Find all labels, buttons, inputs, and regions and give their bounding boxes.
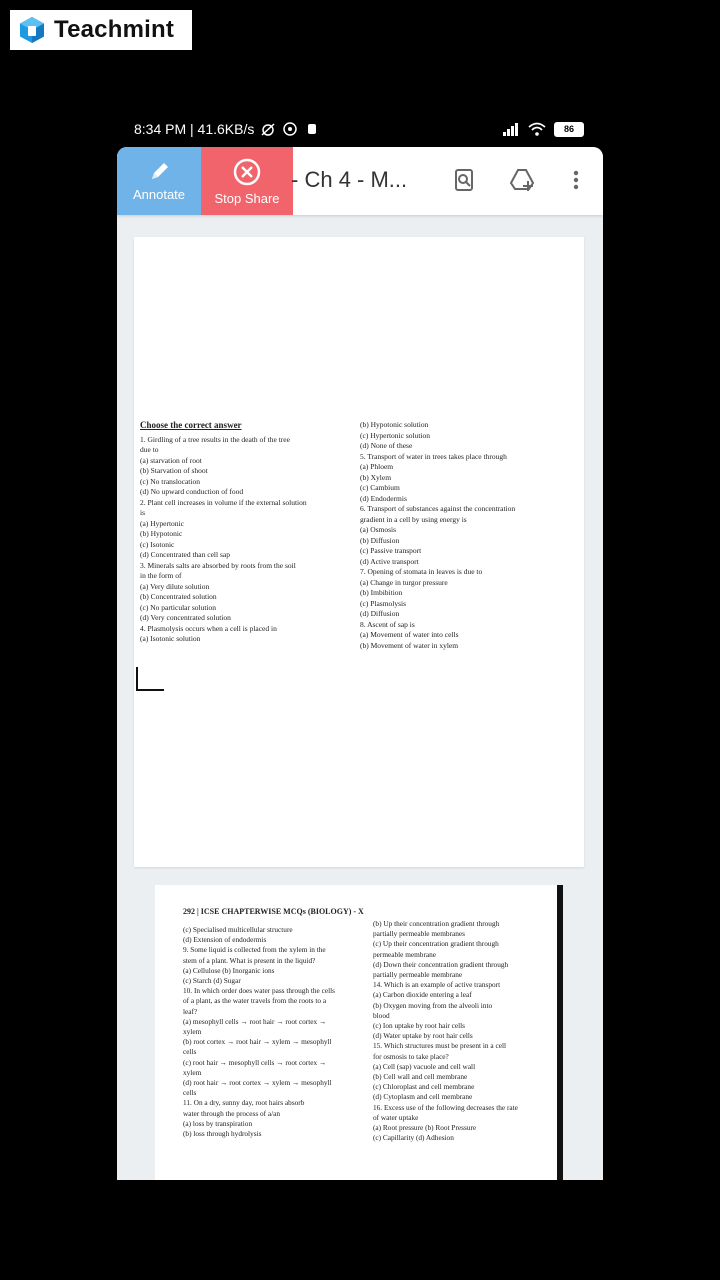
page2-right-lines <box>373 919 553 1143</box>
text-line: (c) Hypertonic solution <box>360 430 430 440</box>
text-line: (d) Extension of endodermis <box>183 935 267 945</box>
annotate-button[interactable] <box>117 147 201 215</box>
phone-screen <box>117 147 603 1180</box>
text-line: 2. Plant cell increases in volume if the external solution <box>140 497 307 507</box>
text-line: (b) Diffusion <box>360 535 400 545</box>
text-line: 16. Excess use of the following decreases the rate <box>373 1102 518 1112</box>
battery-indicator: 86 <box>554 122 584 137</box>
text-line: xylem <box>183 1027 202 1037</box>
text-line: (d) Endodermis <box>360 493 407 503</box>
document-title-text: Ch 4 - M... <box>304 167 408 192</box>
page2-header: 292 | ICSE CHAPTERWISE MCQs (BIOLOGY) - X <box>183 907 364 916</box>
text-line: (c) Cambium <box>360 483 400 492</box>
text-line: (c) No particular solution <box>140 602 217 612</box>
text-line: (d) No upward conduction of food <box>140 487 244 496</box>
text-line: (d) Down their concentration gradient through <box>373 959 509 969</box>
text-line: (a) Hypertonic <box>140 518 184 528</box>
text-line: (b) Xylem <box>360 472 392 482</box>
status-time-speed: 8:34 PM | 41.6KB/s <box>134 121 255 137</box>
text-line: (a) Carbon dioxide entering a leaf <box>373 990 472 1000</box>
text-line: (c) Specialised multicellular structure <box>183 925 293 934</box>
whatsapp-icon <box>282 122 298 136</box>
document-page-2 <box>155 885 563 1180</box>
document-title <box>291 167 407 193</box>
text-line: 3. Minerals salts are absorbed by roots from the soil <box>140 560 296 570</box>
text-line: is <box>140 508 146 517</box>
search-document-icon[interactable] <box>451 167 477 193</box>
text-line: 9. Some liquid is collected from the xylem in the <box>183 945 326 955</box>
text-line: 5. Transport of water in trees takes place through <box>360 451 507 461</box>
text-line: (a) Very dilute solution <box>140 581 210 591</box>
text-line: (d) Water uptake by root hair cells <box>373 1031 473 1041</box>
teachmint-watermark <box>10 10 192 50</box>
text-line: (c) Passive transport <box>360 546 422 555</box>
text-line: stem of a plant. What is present in the liquid? <box>183 955 316 965</box>
text-line: (c) root hair → mesophyll cells → root cortex → <box>183 1057 327 1067</box>
signal-icon <box>502 122 520 136</box>
page2-left-column <box>183 925 368 1139</box>
drive-add-icon[interactable] <box>509 167 535 193</box>
page1-heading: Choose the correct answer <box>140 420 242 430</box>
text-line: 4. Plasmolysis occurs when a cell is placed in <box>140 623 277 633</box>
wifi-icon <box>528 122 546 136</box>
page1-right-column <box>360 420 574 651</box>
text-line: (a) Osmosis <box>360 525 397 534</box>
text-line: (d) Cytoplasm and cell membrane <box>373 1092 473 1102</box>
stop-share-button[interactable] <box>201 147 293 215</box>
teachmint-cube-icon <box>18 16 46 44</box>
text-line: gradient in a cell by using energy is <box>360 514 467 524</box>
text-line: (a) Change in turgor pressure <box>360 577 448 587</box>
text-line: water through the process of a/an <box>183 1108 281 1118</box>
stop-share-label: Stop Share <box>214 190 280 206</box>
back-dash: - <box>291 167 299 192</box>
text-line: (a) Movement of water into cells <box>360 630 459 639</box>
text-line: (c) Starch (d) Sugar <box>183 976 241 986</box>
text-line: 6. Transport of substances against the concentration <box>360 504 516 513</box>
text-line: (b) root cortex → root hair → xylem → mesophyll <box>183 1037 332 1047</box>
page2-right-column <box>373 919 553 1143</box>
text-line: for osmosis to take place? <box>373 1051 449 1061</box>
text-line: 14. Which is an example of active transport <box>373 980 501 990</box>
text-line: (d) Very concentrated solution <box>140 613 231 622</box>
text-line: cells <box>183 1088 197 1098</box>
text-line: (b) Hypotonic <box>140 529 183 538</box>
text-line: (b) Up their concentration gradient through <box>373 919 500 928</box>
app-bar <box>117 147 603 215</box>
text-line: of water uptake <box>373 1112 419 1122</box>
page2-left-lines <box>183 925 368 1139</box>
text-line: blood <box>373 1010 390 1020</box>
text-line: xylem <box>183 1067 202 1077</box>
text-line: (b) Imbibition <box>360 588 403 597</box>
text-line: (d) Diffusion <box>360 609 400 618</box>
text-line: in the form of <box>140 571 182 580</box>
text-line: (c) Ion uptake by root hair cells <box>373 1021 465 1031</box>
text-line: (a) Cellulose (b) Inorganic ions <box>183 965 275 975</box>
brand-name: Teachmint <box>54 16 175 43</box>
text-line: (c) Up their concentration gradient through <box>373 939 499 949</box>
text-line: (c) Plasmolysis <box>360 598 407 608</box>
text-line: (d) root hair → root cortex → xylem → mesophyll <box>183 1078 332 1088</box>
text-line: 8. Ascent of sap is <box>360 619 415 629</box>
text-line: 1. Girdling of a tree results in the death of the tree <box>140 434 290 444</box>
text-line: of a plant, as the water travels from the roots to a <box>183 996 327 1006</box>
text-line: (b) Hypotonic solution <box>360 420 429 429</box>
status-bar <box>118 115 602 143</box>
crop-mark <box>136 667 164 691</box>
text-line: (b) Concentrated solution <box>140 592 217 601</box>
text-line: (a) starvation of root <box>140 455 202 465</box>
close-circle-icon <box>232 157 262 187</box>
page1-left-column <box>140 420 350 645</box>
shield-notification-icon <box>304 122 320 136</box>
text-line: (b) Cell wall and cell membrane <box>373 1072 468 1082</box>
text-line: (a) Cell (sap) vacuole and cell wall <box>373 1061 476 1071</box>
text-line: 10. In which order does water pass through the cells <box>183 986 335 996</box>
text-line: leaf? <box>183 1006 198 1016</box>
no-alarm-icon <box>260 122 276 136</box>
text-line: (a) mesophyll cells → root hair → root cortex → <box>183 1016 327 1026</box>
annotate-label: Annotate <box>132 186 186 202</box>
text-line: (b) loss through hydrolysis <box>183 1129 262 1139</box>
pencil-icon <box>148 161 170 183</box>
page1-right-lines <box>360 420 574 651</box>
text-line: partially permeable membrane <box>373 970 463 980</box>
text-line: (c) Chloroplast and cell membrane <box>373 1082 475 1092</box>
document-page-1 <box>134 237 584 867</box>
text-line: permeable membrane <box>373 949 437 959</box>
text-line: 15. Which structures must be present in a cell <box>373 1041 506 1051</box>
text-line: (c) Capillarity (d) Adhesion <box>373 1133 454 1143</box>
page1-left-lines <box>140 435 350 645</box>
text-line: cells <box>183 1047 197 1057</box>
text-line: (a) Root pressure (b) Root Pressure <box>373 1123 477 1133</box>
text-line: (c) No translocation <box>140 476 200 486</box>
text-line: (b) Movement of water in xylem <box>360 640 459 650</box>
more-options-icon[interactable] <box>563 167 589 193</box>
text-line: 7. Opening of stomata in leaves is due to <box>360 567 483 576</box>
text-line: due to <box>140 445 159 454</box>
text-line: (a) Phloem <box>360 462 394 471</box>
text-line: partially permeable membranes <box>373 929 465 939</box>
text-line: (d) Active transport <box>360 556 419 566</box>
text-line: (c) Isotonic <box>140 539 175 549</box>
text-line: 11. On a dry, sunny day, root hairs absorb <box>183 1098 305 1108</box>
text-line: (d) Concentrated than cell sap <box>140 550 230 559</box>
text-line: (b) Starvation of shoot <box>140 466 208 475</box>
text-line: (a) Isotonic solution <box>140 634 201 643</box>
text-line: (b) Oxygen moving from the alveoli into <box>373 1000 493 1010</box>
text-line: (a) loss by transpiration <box>183 1118 253 1128</box>
text-line: (d) None of these <box>360 441 413 450</box>
